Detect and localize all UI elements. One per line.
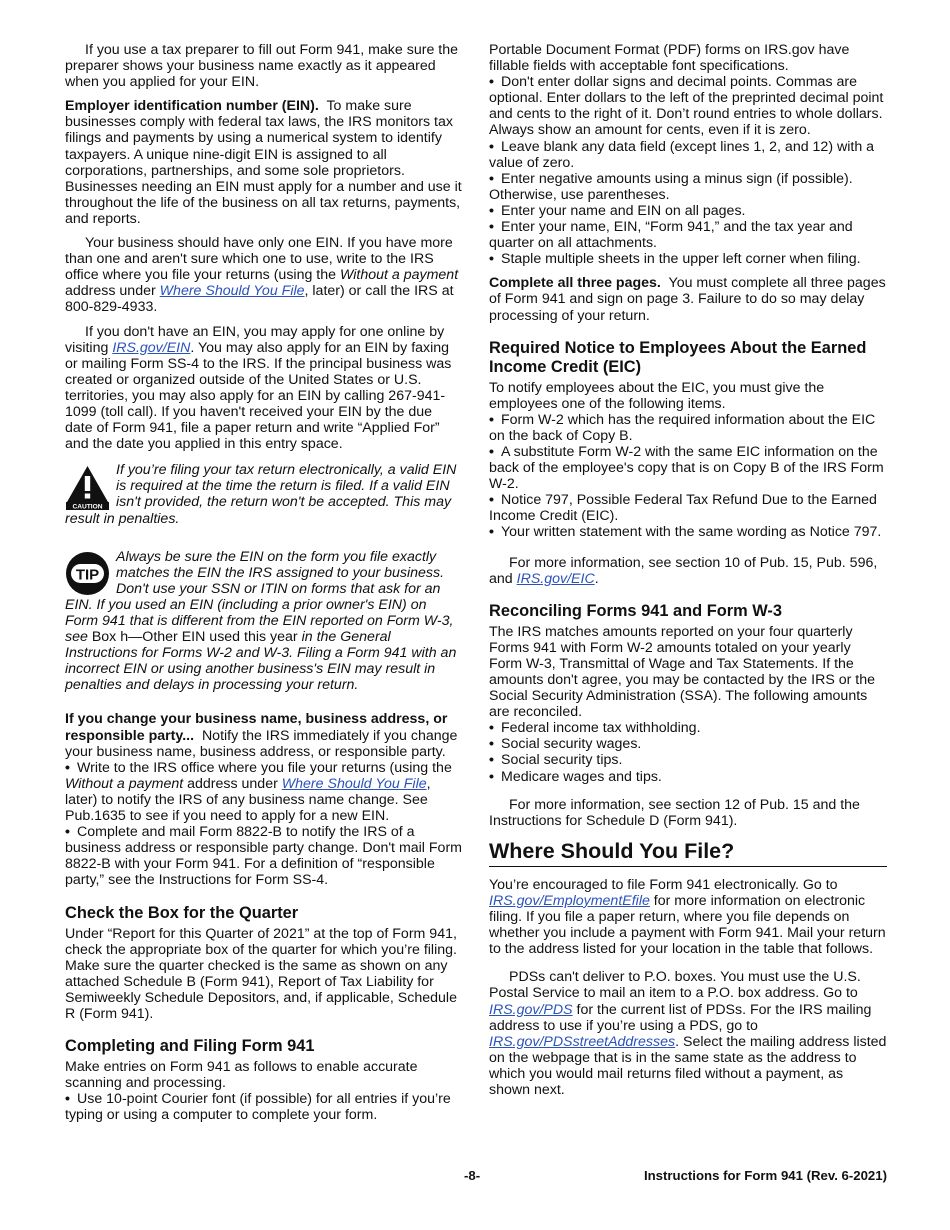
list-item: • Use 10-point Courier font (if possible) for all entries if you’re typing or using a computer to complete your form. <box>65 1091 463 1123</box>
ein-paragraph <box>65 98 463 227</box>
pdf-paragraph: Portable Document Format (PDF) forms on IRS.gov have fillable fields with acceptable font specifications. <box>489 42 850 75</box>
completing-heading: Completing and Filing Form 941 <box>65 1037 315 1056</box>
where-file-heading: Where Should You File? <box>489 839 887 867</box>
list-item: • Write to the IRS office where you file your returns (using the Without a payment address under Where Should You File, later) to notify the IRS of any business name change. See Pub.1635 to see if you need to apply for a new EIN. <box>65 760 463 824</box>
irs-eic-link[interactable]: IRS.gov/EIC <box>516 570 595 587</box>
caution-icon <box>65 464 110 510</box>
check-box-heading: Check the Box for the Quarter <box>65 903 299 922</box>
list-item: • Staple multiple sheets in the upper left corner when filing. <box>489 251 887 267</box>
caution-text: If you’re filing your tax return electronically, a valid EIN is required at the time the return is filed. If a valid EIN isn't provided, the return won't be accepted. This may result in penalties. <box>65 462 457 527</box>
where-should-you-file-link-2[interactable]: Where Should You File <box>281 775 427 792</box>
complete-pages-paragraph: Complete all three pages. You must complete all three pages of Form 941 and sign on page 3. Failure to do so may delay processing of your return. <box>489 275 886 324</box>
list-item: • Enter your name and EIN on all pages. <box>489 203 887 219</box>
change-lead: If you change your business name, business address, or responsible party... <box>65 711 448 744</box>
list-item: • Form W-2 which has the required information about the EIC on the back of Copy B. <box>489 412 887 444</box>
apply-ein-paragraph: If you don't have an EIN, you may apply for one online by visiting IRS.gov/EIN. You may also apply for an EIN by faxing or mailing Form SS-4 to the IRS. If the principal business was created or organized outside of the United States or U.S. territories, you may also apply for an EIN by calling 267-941-1099 (toll call). If you haven't received your EIN by the due date of Form 941, file a paper return and write “Applied For” and the date you applied in this entry space. <box>65 323 452 453</box>
list-item: • Social security wages. <box>489 736 887 752</box>
pds-paragraph: PDSs can't deliver to P.O. boxes. You must use the U.S. Postal Service to mail an item to a P.O. box address. Go to IRS.gov/PDS for the current list of PDSs. For the IRS mailing address to use if you’re using a PDS, go to IRS.gov/PDSstreetAddresses. Select the mailing address listed on the webpage that is in the same state as the address to which you would mail returns filed without a payment, as shown next. <box>489 969 887 1098</box>
irs-ein-link[interactable]: IRS.gov/EIN <box>112 339 191 356</box>
ein-lead: Employer identification number (EIN). <box>65 98 319 115</box>
svg-text:TIP: TIP <box>75 566 100 584</box>
entry-rules-list <box>489 74 887 267</box>
list-item: • Your written statement with the same wording as Notice 797. <box>489 524 887 540</box>
right-column <box>489 42 887 1098</box>
completing-text: Make entries on Form 941 as follows to enable accurate scanning and processing. <box>65 1059 418 1092</box>
reconcile-text: The IRS matches amounts reported on your four quarterly Forms 941 with Form W-2 amounts totaled on your yearly Form W-3, Transmittal of Wage and Tax Statements. If the amounts don't agree, you may be contacted by the IRS or the Social Security Administration (SSA). The following amounts are reconciled. <box>489 623 875 721</box>
eic-notice-text: To notify employees about the EIC, you must give the employees one of the following items. <box>489 379 825 412</box>
list-item: • Leave blank any data field (except lines 1, 2, and 12) with a value of zero. <box>489 139 887 171</box>
employment-efile-link[interactable]: IRS.gov/EmploymentEfile <box>489 892 650 909</box>
list-item: • Social security tips. <box>489 752 887 768</box>
list-item: • Federal income tax withholding. <box>489 720 887 736</box>
list-item: • Don't enter dollar signs and decimal points. Commas are optional. Enter dollars to the left of the preprinted decimal point and cents to the right of it. Don’t round entries to whole dollars. Always show an amount for cents, even if it is zero. <box>489 74 887 138</box>
list-item: • Notice 797, Possible Federal Tax Refund Due to the Earned Income Credit (EIC). <box>489 492 887 524</box>
list-item: • Medicare wages and tips. <box>489 769 887 785</box>
one-ein-paragraph: Your business should have only one EIN. If you have more than one and aren't sure which one to use, write to the IRS office where you file your returns (using the Without a payment address under Where Should You File, later) or call the IRS at 800-829-4933. <box>65 235 459 316</box>
irs-pds-link[interactable]: IRS.gov/PDS <box>489 1001 573 1018</box>
list-item: • A substitute Form W-2 with the same EIC information on the back of the employee's copy that is on Copy B of the IRS Form W-2. <box>489 444 887 492</box>
document-title: Instructions for Form 941 (Rev. 6-2021) <box>643 1168 887 1183</box>
ein-text: To make sure businesses comply with federal tax laws, the IRS monitors tax filings and payments by using a numerical system to identify taxpayers. A unique nine-digit EIN is assigned to all corporations, partnerships, and some sole proprietors. Businesses needing an EIN must apply for a number and use it throughout the life of the business on all tax returns, payments, and reports. <box>65 98 462 227</box>
tip-icon <box>65 551 110 597</box>
change-paragraph: If you change your business name, business address, or responsible party... Notify the IRS immediately if you change your business name, business address, or responsible party. <box>65 711 458 760</box>
pds-street-addresses-link[interactable]: IRS.gov/PDSstreetAddresses <box>489 1033 676 1050</box>
list-item: • Enter your name, EIN, “Form 941,” and the tax year and quarter on all attachments. <box>489 219 887 251</box>
reconcile-more-info: For more information, see section 12 of Pub. 15 and the Instructions for Schedule D (Form 941). <box>489 796 860 829</box>
list-item: • Enter negative amounts using a minus sign (if possible). Otherwise, use parentheses. <box>489 171 887 203</box>
reconcile-heading: Reconciling Forms 941 and Form W-3 <box>489 601 782 620</box>
preparer-paragraph: If you use a tax preparer to fill out Form 941, make sure the preparer shows your business name exactly as it appeared when you applied for your EIN. <box>65 42 458 91</box>
eic-more-info: For more information, see section 10 of Pub. 15, Pub. 596, and IRS.gov/EIC. <box>489 554 878 587</box>
caution-note <box>65 462 463 526</box>
check-box-text: Under “Report for this Quarter of 2021” at the top of Form 941, check the appropriate box of the quarter for which you’re filing. Make sure the quarter checked is the same as shown on any attached Schedule B (Form 941), Report of Tax Liability for Semiweekly Schedule Depositors, and, if applicable, Schedule R (Form 941). <box>65 925 457 1022</box>
where-file-paragraph: You’re encouraged to file Form 941 electronically. Go to IRS.gov/EmploymentEfile for more information on electronic filing. If you file a paper return, where you file depends on whether you include a payment with Form 941. Mail your return to the address listed for your location in the table that follows. <box>489 876 886 958</box>
svg-text:CAUTION: CAUTION <box>72 503 103 511</box>
reconciled-amounts-list <box>489 720 887 784</box>
page-number: -8- <box>464 1168 481 1183</box>
where-should-you-file-link[interactable]: Where Should You File <box>159 283 305 300</box>
eic-items-list <box>489 412 887 541</box>
eic-notice-heading: Required Notice to Employees About the Earned Income Credit (EIC) <box>489 338 867 376</box>
left-column <box>65 42 463 1123</box>
list-item: • Complete and mail Form 8822-B to notify the IRS of a business address or responsible party change. Don't mail Form 8822-B with your Form 941. For a definition of “responsible party,” see the Instructions for Form SS-4. <box>65 824 463 888</box>
tip-note: TIP Always be sure the EIN on the form you file exactly matches the EIN the IRS assigned to your business. Don't use your SSN or ITIN on forms that ask for an EIN. If you used an EIN (including a prior owner's EIN) on Form 941 that is different from the EIN reported on Form W-3, see Box h—Other EIN used this year in the General Instructions for Forms W-2 and W-3. Filing a Form 941 with an incorrect EIN or using another business's EIN may result in penalties and delays in processing your return. <box>65 548 457 694</box>
